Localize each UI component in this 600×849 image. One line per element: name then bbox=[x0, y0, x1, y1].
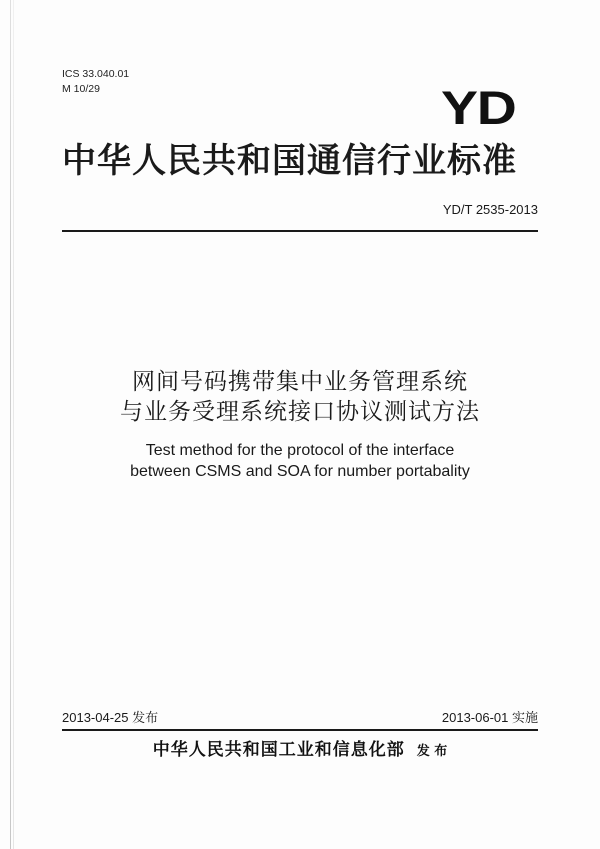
release-date: 2013-04-25 发布 bbox=[62, 710, 159, 725]
bottom-divider bbox=[62, 729, 538, 731]
title-en-line2: between CSMS and SOA for number portabality bbox=[130, 463, 470, 480]
ics-code: ICS 33.040.01 bbox=[62, 68, 130, 80]
yd-logo: YD bbox=[441, 81, 516, 134]
classification-codes bbox=[62, 67, 129, 97]
implementation-date: 2013-06-01 实施 bbox=[441, 710, 538, 725]
publisher-name: 中华人民共和国工业和信息化部 bbox=[152, 740, 405, 760]
title-en-line1: Test method for the protocol of the interface bbox=[145, 442, 455, 459]
top-divider bbox=[62, 230, 538, 232]
title-cn-line2: 与业务受理系统接口协议测试方法 bbox=[120, 399, 480, 425]
publisher-line bbox=[0, 735, 600, 760]
class-code: M 10/29 bbox=[62, 83, 100, 95]
title-cn-line1: 网间号码携带集中业务管理系统 bbox=[132, 369, 468, 395]
standard-number: YD/T 2535-2013 bbox=[442, 202, 538, 217]
publish-label: 发 布 bbox=[416, 744, 448, 759]
standard-category-title: 中华人民共和国通信行业标准 bbox=[62, 141, 517, 181]
